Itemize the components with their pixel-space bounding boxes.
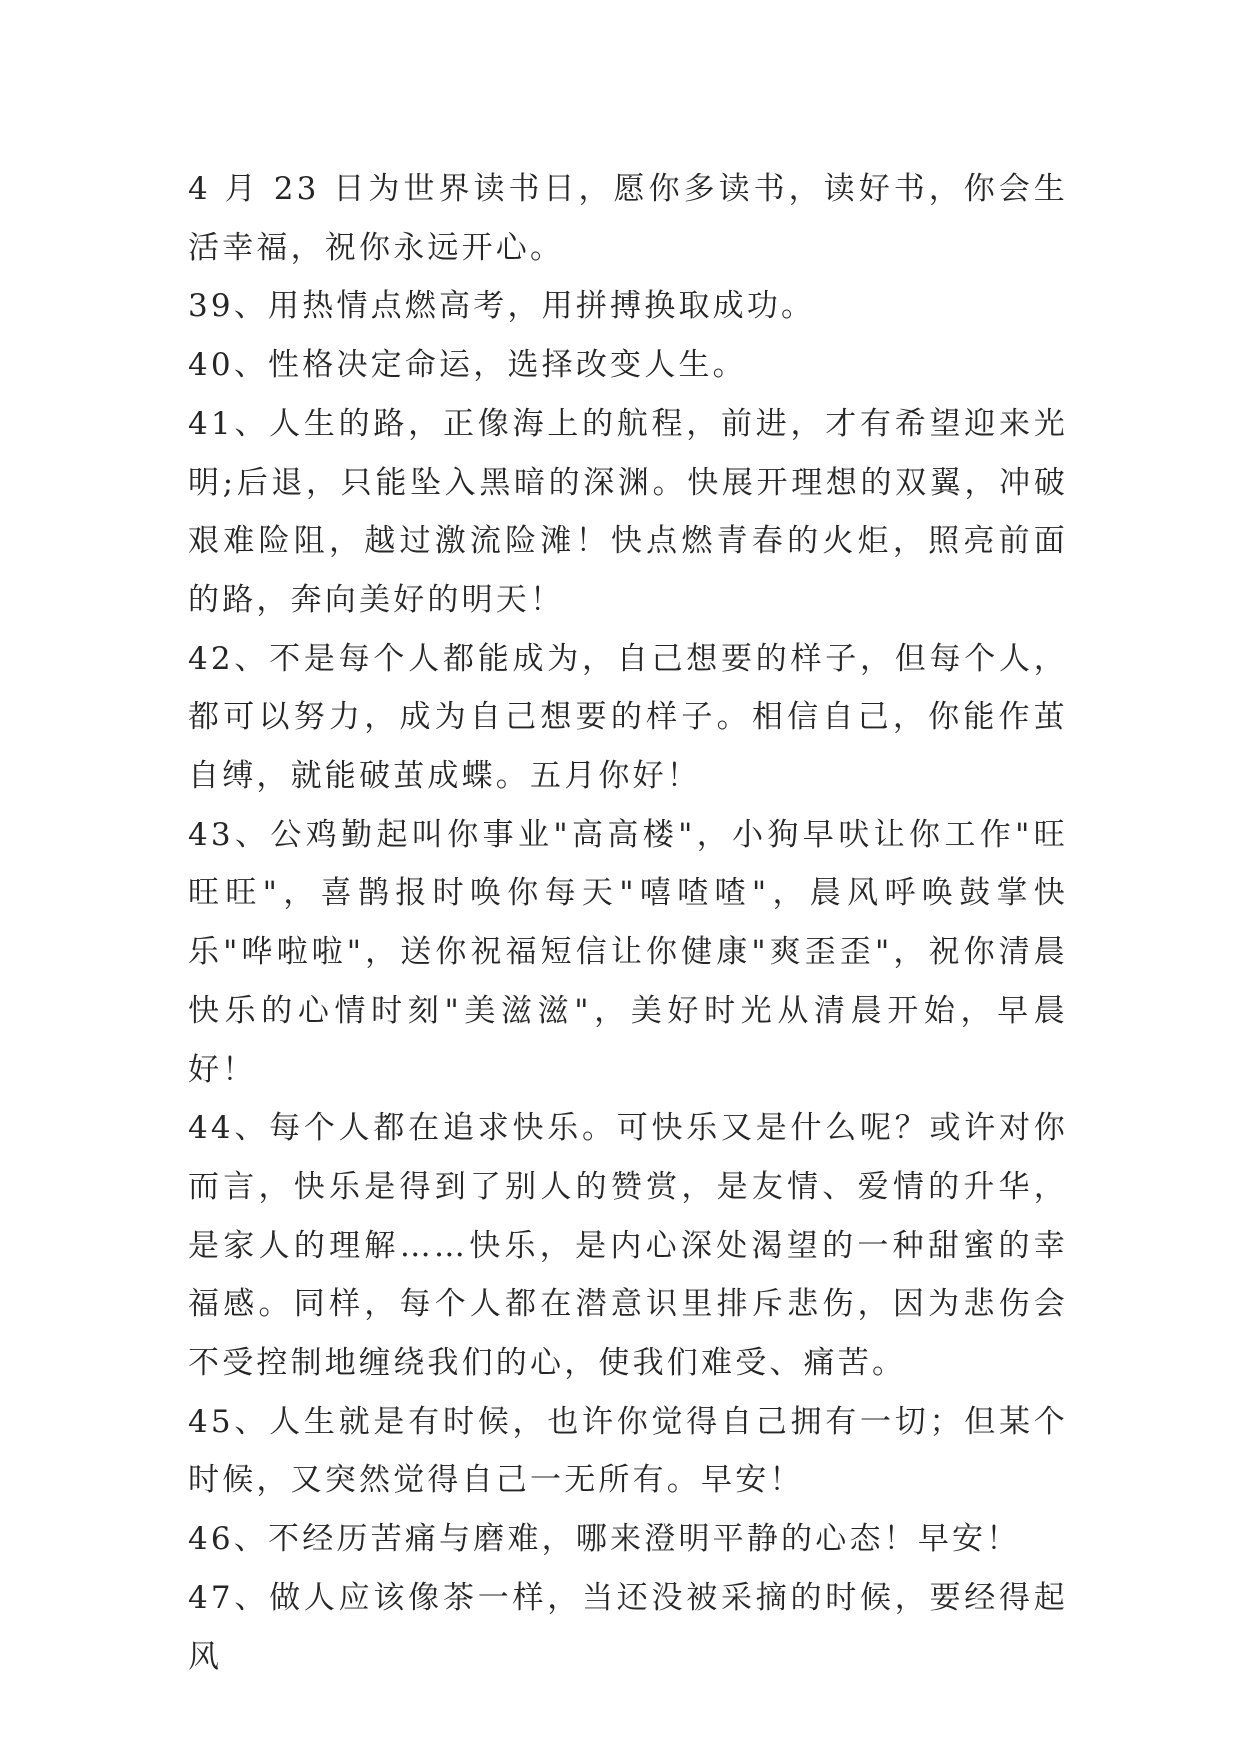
paragraph-40: 40、性格决定命运，选择改变人生。 — [188, 347, 747, 384]
paragraph-43: 43、公鸡勤起叫你事业"高高楼"，小狗早吠让你工作"旺旺旺"，喜鹊报时唤你每天"嘻喳喳"，晨风呼唤鼓掌快乐"哗啦啦"，送你祝福短信让你健康"爽歪歪"，祝你清晨快乐的心情时刻"美滋滋"，美好时光从清晨开始，早晨好！ — [188, 816, 1068, 1088]
paragraph-45: 45、人生就是有时候，也许你觉得自己拥有一切；但某个时候，又突然觉得自己一无所有。早安！ — [188, 1403, 1068, 1499]
paragraph-44: 44、每个人都在追求快乐。可快乐又是什么呢？或许对你而言，快乐是得到了别人的赞赏，是友情、爱情的升华，是家人的理解……快乐，是内心深处渴望的一种甜蜜的幸福感。同样，每个人都在潜意识里排斥悲伤，因为悲伤会不受控制地缠绕我们的心，使我们难受、痛苦。 — [188, 1110, 1068, 1382]
paragraph-46: 46、不经历苦痛与磨难，哪来澄明平静的心态！早安！ — [188, 1521, 1021, 1558]
paragraph-42: 42、不是每个人都能成为，自己想要的样子，但每个人，都可以努力，成为自己想要的样子。相信自己，你能作茧自缚，就能破茧成蝶。五月你好！ — [188, 640, 1068, 795]
paragraph-41: 41、人生的路，正像海上的航程，前进，才有希望迎来光明;后退，只能坠入黑暗的深渊。快展开理想的双翼，冲破艰难险阻，越过激流险滩！快点燃青春的火炬，照亮前面的路，奔向美好的明天！ — [188, 405, 1068, 618]
paragraph-47: 47、做人应该像茶一样，当还没被采摘的时候，要经得起风 — [188, 1579, 1068, 1675]
paragraph-39: 39、用热情点燃高考，用拼搏换取成功。 — [188, 288, 816, 325]
document-body — [188, 160, 1068, 1686]
paragraph-38: 4 月 23 日为世界读书日，愿你多读书，读好书，你会生活幸福，祝你永远开心。 — [188, 171, 1068, 266]
